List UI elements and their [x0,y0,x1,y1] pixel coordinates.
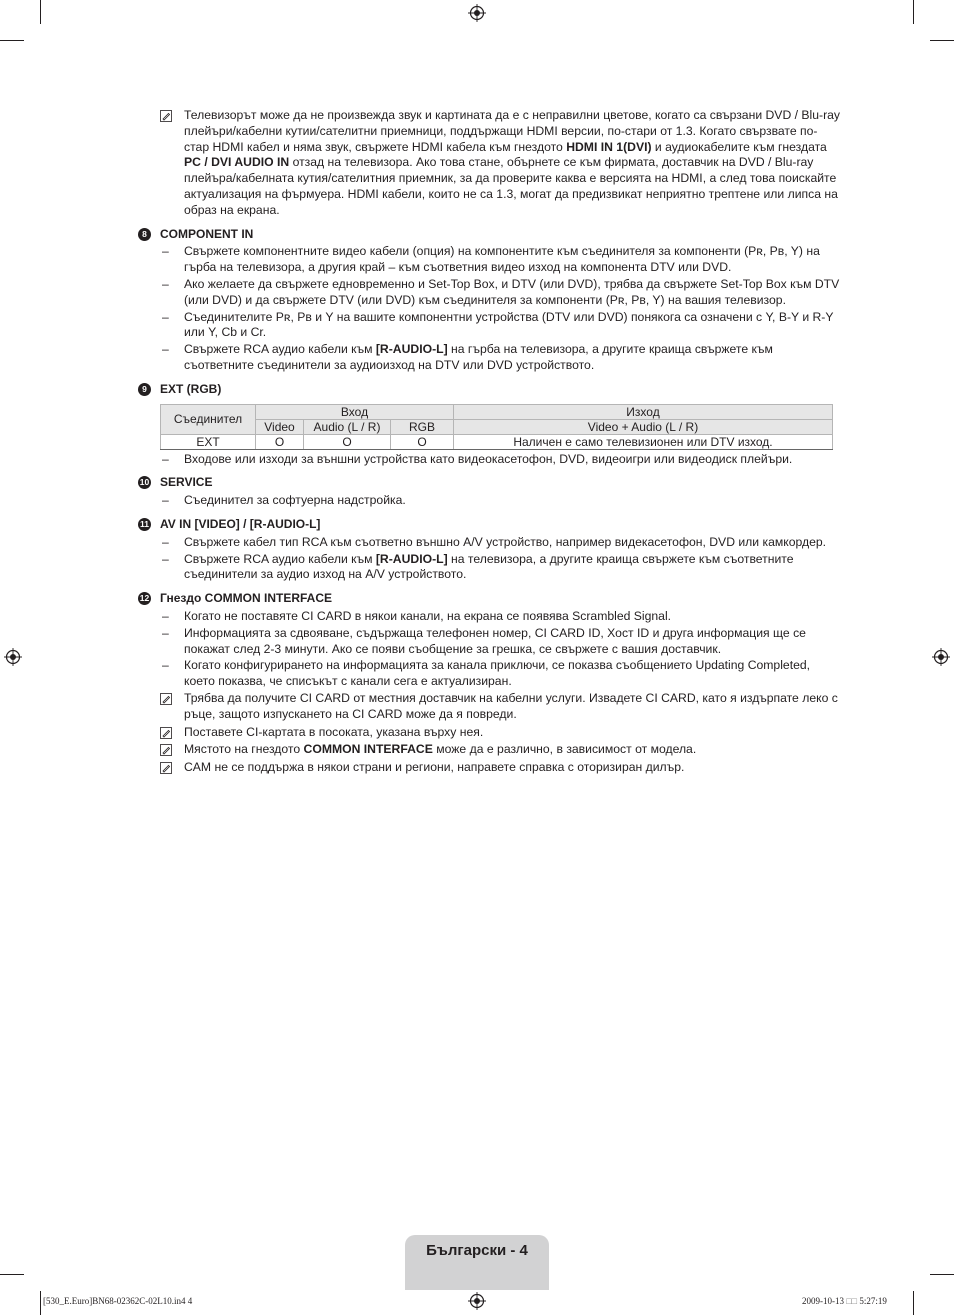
crop-mark [0,1274,24,1275]
table-header-video-audio: Video + Audio (L / R) [454,419,833,434]
list-item [160,277,842,309]
table-cell-rgb: O [391,434,454,449]
file-info: [530_E.Euro]BN68-02362C-02L10.in4 4 [43,1296,193,1306]
registration-mark-icon [468,4,486,22]
notes-top [160,108,842,219]
crop-mark [40,1291,41,1315]
section-items [160,452,842,468]
page-number-tab [405,1235,549,1290]
list-item [160,535,842,551]
manual-content [139,108,842,778]
section-items [160,609,842,690]
section-component-in [142,226,842,243]
section-notes [160,691,842,776]
dash-bullet: – [162,451,169,466]
dash-bullet: – [162,244,169,259]
section-title: EXT (RGB) [160,381,222,396]
section-number-badge: 12 [139,593,150,604]
section-number-badge: 9 [138,383,151,396]
text-run: Съединителите Pʀ, Pʙ и Y на вашите компонентни устройства (DTV или DVD) понякога са означени с Y, B-Y и R-Y или Y, Cb и Cr. [184,309,834,340]
text-run: Съединител за софтуерна надстройка. [184,493,406,508]
text-run: Входове или изходи за външни устройства като видеокасетофон, DVD, видеоигри или видеодиск плейъри. [184,451,793,466]
text-run: отзад на телевизора. Ако това стане, обърнете се към фирмата, доставчик на DVD / Blu-ray плейъра/кабелната кутия/сателитния приемник, за да проверите каква е версията на HDMI, а след това поискайте актуализация на фърмуера. HDMI кабели, които не са 1.3, могат да предизвикат неприятно трептене или липса на образ на екрана. [184,155,838,217]
section-number-badge: 8 [138,228,151,241]
dash-bullet: – [162,493,169,508]
list-item [160,493,842,509]
section-title: SERVICE [160,475,213,490]
text-run: Информацията за сдвояване, съдържаща телефонен номер, CI CARD ID, Хост ID и друга информация ще се покажат след 2-3 минути. Ако се появи съобщение за грешка, се свържете с вашия доставчик. [184,625,806,656]
section-title: AV IN [VIDEO] / [R-AUDIO-L] [160,516,321,531]
dash-bullet: – [162,534,169,549]
section-common-interface [139,591,842,607]
text-run: Поставете CI-картата в посоката, указана върху нея. [184,724,484,739]
list-item [160,244,842,276]
dash-bullet: – [162,625,169,640]
note-item [160,725,842,741]
ext-connector-table [160,404,833,450]
text-run: Телевизорът може да не произвежда звук и картината да е с неправилни цветове, когато са свързани DVD / Blu-ray плейъри/кабелни кутии/сателитни приемници, поддържащи HDMI версии, по-стари от 1.3. Когато свързвате по-стар HDMI кабел и няма звук, свържете HDMI кабела към гнездото [184,108,841,154]
section-items [160,535,842,583]
section-av-in [140,516,842,533]
list-item [160,658,842,690]
list-item [160,452,842,468]
dash-bullet: – [162,608,169,623]
text-run: Когато не поставяте CI CARD в някои канали, на екрана се появява Scrambled Signal. [184,608,672,623]
crop-mark [0,40,24,41]
note-item [160,691,842,723]
crop-mark [913,1291,914,1315]
dash-bullet: – [162,658,169,673]
note-item [160,108,842,219]
note-icon [160,693,172,705]
section-items [160,244,842,373]
bold-term: HDMI IN 1(DVI) [566,139,652,154]
section-ext-rgb [142,381,842,398]
text-run: на телевизора, а другите краища свържете към съответните съединители за аудио изход на A/V устройството. [184,551,794,582]
section-title: Гнездо COMMON INTERFACE [160,591,333,606]
text-run: Трябва да получите CI CARD от местния доставчик на кабелни услуги. Извадете CI CARD, като я издърпате леко с ръце, защото изпускането на CI CARD може да я повреди. [184,690,838,721]
print-boxes: □□ [846,1296,858,1306]
registration-mark-icon [468,1292,486,1310]
table-header-output: Изход [454,404,833,419]
list-item [160,310,842,342]
registration-mark-icon [4,648,22,666]
note-icon [160,762,172,774]
text-run: Свържете компонентните видео кабели (опция) на компонентите към съединителя за компоненти (Pʀ, Pʙ, Y) на гърба на телевизора, а другия край – към съответния видео изход на компонента DTV или DVD. [184,244,820,275]
bold-term: [R-AUDIO-L] [375,342,448,357]
table-header-input: Вход [256,404,454,419]
page-label: Български - 4 [426,1242,528,1259]
text-run: Свържете RCA аудио кабели към [184,342,376,357]
table-cell-audio: O [304,434,391,449]
text-run: Свържете RCA аудио кабели към [184,551,376,566]
bold-term: PC / DVI AUDIO IN [184,155,290,170]
bold-term: [R-AUDIO-L] [375,551,448,566]
note-icon [160,744,172,756]
section-number-badge: 11 [140,518,149,529]
list-item [160,609,842,625]
text-run: и аудиокабелите към гнездата [651,139,827,154]
text-run: на гърба на телевизора, а другите краища свържете към съответните съединители за аудиоизход на DTV или DVD устройството. [184,342,773,372]
note-item [160,760,842,776]
text-run: Ако желаете да свържете едновременно и Set-Top Box, и DTV (или DVD), трябва да свържете Set-Top Box към DTV (или DVD) и да свържете DTV (или DVD) към съединителя за компоненти (Pʀ, Pʙ, Y) на вашия телевизор. [184,276,840,307]
crop-mark [40,0,41,24]
dash-bullet: – [162,342,169,357]
table-header-audio: Audio (L / R) [304,419,391,434]
note-item [160,742,842,758]
table-cell-name: EXT [161,434,256,449]
section-number-badge: 10 [139,477,150,488]
note-icon [160,110,172,122]
dash-bullet: – [162,309,169,324]
registration-mark-icon [932,648,950,666]
print-date-value: 2009-10-13 [802,1296,844,1306]
list-item [160,552,842,584]
text-run: може да е различно, в зависимост от модела. [432,742,697,757]
section-service [139,475,842,491]
crop-mark [930,40,954,41]
list-item [160,342,842,374]
dash-bullet: – [162,276,169,291]
text-run: Мястото на гнездото [184,742,304,757]
table-cell-video: O [256,434,304,449]
table-header-rgb: RGB [391,419,454,434]
text-run: Свържете кабел тип RCA към съответно външно A/V устройство, например видекасетофон, DVD или камкордер. [184,534,827,549]
note-icon [160,727,172,739]
table-row [161,434,833,449]
section-title: COMPONENT IN [160,226,254,241]
text-run: CAM не се поддържа в някои страни и региони, направете справка с оторизиран дилър. [184,760,685,775]
print-time: 5:27:19 [859,1296,887,1306]
text-run: Когато конфигурирането на информацията за канала приключи, се показва съобщението Updating Completed, което показва, че списъкът с канали сега е актуализиран. [184,658,811,689]
print-date [802,1296,887,1306]
table-header-video: Video [256,419,304,434]
table-header-connector: Съединител [161,404,256,434]
bold-term: COMMON INTERFACE [303,742,433,757]
list-item [160,626,842,658]
section-items [160,493,842,509]
crop-mark [930,1274,954,1275]
crop-mark [913,0,914,24]
table-cell-output: Наличен е само телевизионен или DTV изход. [454,434,833,449]
dash-bullet: – [162,551,169,566]
